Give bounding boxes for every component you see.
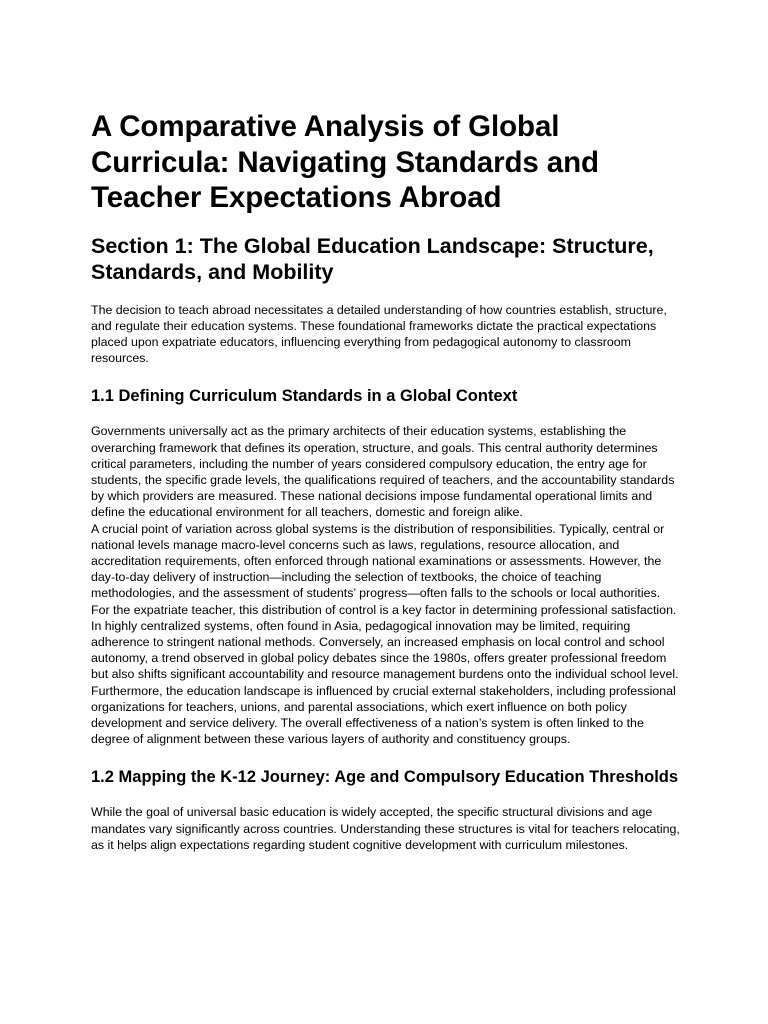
subsection-1-2-body [91, 804, 681, 853]
subsection-1-1-paragraph-1: Governments universally act as the primary architects of their education systems, establishing the overarching framework that defines its operation, structure, and goals. This central authority determines critical parameters, including the number of years considered compulsory education, the entry age for students, the specific grade levels, the qualifications required of teachers, and the accountability standards by which providers are measured. These national decisions impose fundamental operational limits and define the educational environment for all teachers, domestic and foreign alike. [91, 424, 675, 520]
subsection-1-2-paragraph-1: While the goal of universal basic education is widely accepted, the specific structural divisions and age mandates vary significantly across countries. Understanding these structures is vital for teachers relocating, as it helps align expectations regarding student cognitive development with curriculum milestones. [91, 805, 680, 852]
subsection-1-2-heading: 1.2 Mapping the K-12 Journey: Age and Compulsory Education Thresholds [91, 768, 679, 787]
subsection-1-1-paragraph-3: For the expatriate teacher, this distribution of control is a key factor in determining professional satisfaction. In highly centralized systems, often found in Asia, pedagogical innovation may be limited, requiring adherence to stringent national methods. Conversely, an increased emphasis on local control and school autonomy, a trend observed in global policy debates since the 1980s, offers greater professional freedom but also shifts significant accountability and resource management burdens onto the individual school level. Furthermore, the education landscape is influenced by crucial external stakeholders, including professional organizations for teachers, unions, and parental associations, which exert influence on both policy development and service delivery. The overall effectiveness of a nation’s system is often linked to the degree of alignment between these various layers of authority and constituency groups. [91, 602, 679, 747]
document-title: A Comparative Analysis of Global Curricula: Navigating Standards and Teacher Expectations Abroad [91, 110, 599, 214]
subsection-1-1-paragraph-2: A crucial point of variation across global systems is the distribution of responsibilities. Typically, central or national levels manage macro-level concerns such as laws, regulations, resource allocation, and accreditation requirements, often enforced through national examinations or assessments. However, the day-to-day delivery of instruction—including the selection of textbooks, the choice of teaching methodologies, and the assessment of students’ progress—often falls to the schools or local authorities. [91, 521, 665, 601]
subsection-1-1-heading: 1.1 Defining Curriculum Standards in a Global Context [91, 387, 518, 406]
section-1-intro-paragraph: The decision to teach abroad necessitates a detailed understanding of how countries establish, structure, and regulate their education systems. These foundational frameworks dictate the practical expectations placed upon expatriate educators, influencing everything from pedagogical autonomy to classroom resources. [91, 302, 667, 366]
section-1-intro-block [91, 302, 681, 367]
section-1-heading: Section 1: The Global Education Landscape: Structure, Standards, and Mobility [91, 233, 654, 284]
subsection-1-1-body [91, 423, 681, 747]
document-page [91, 109, 681, 873]
